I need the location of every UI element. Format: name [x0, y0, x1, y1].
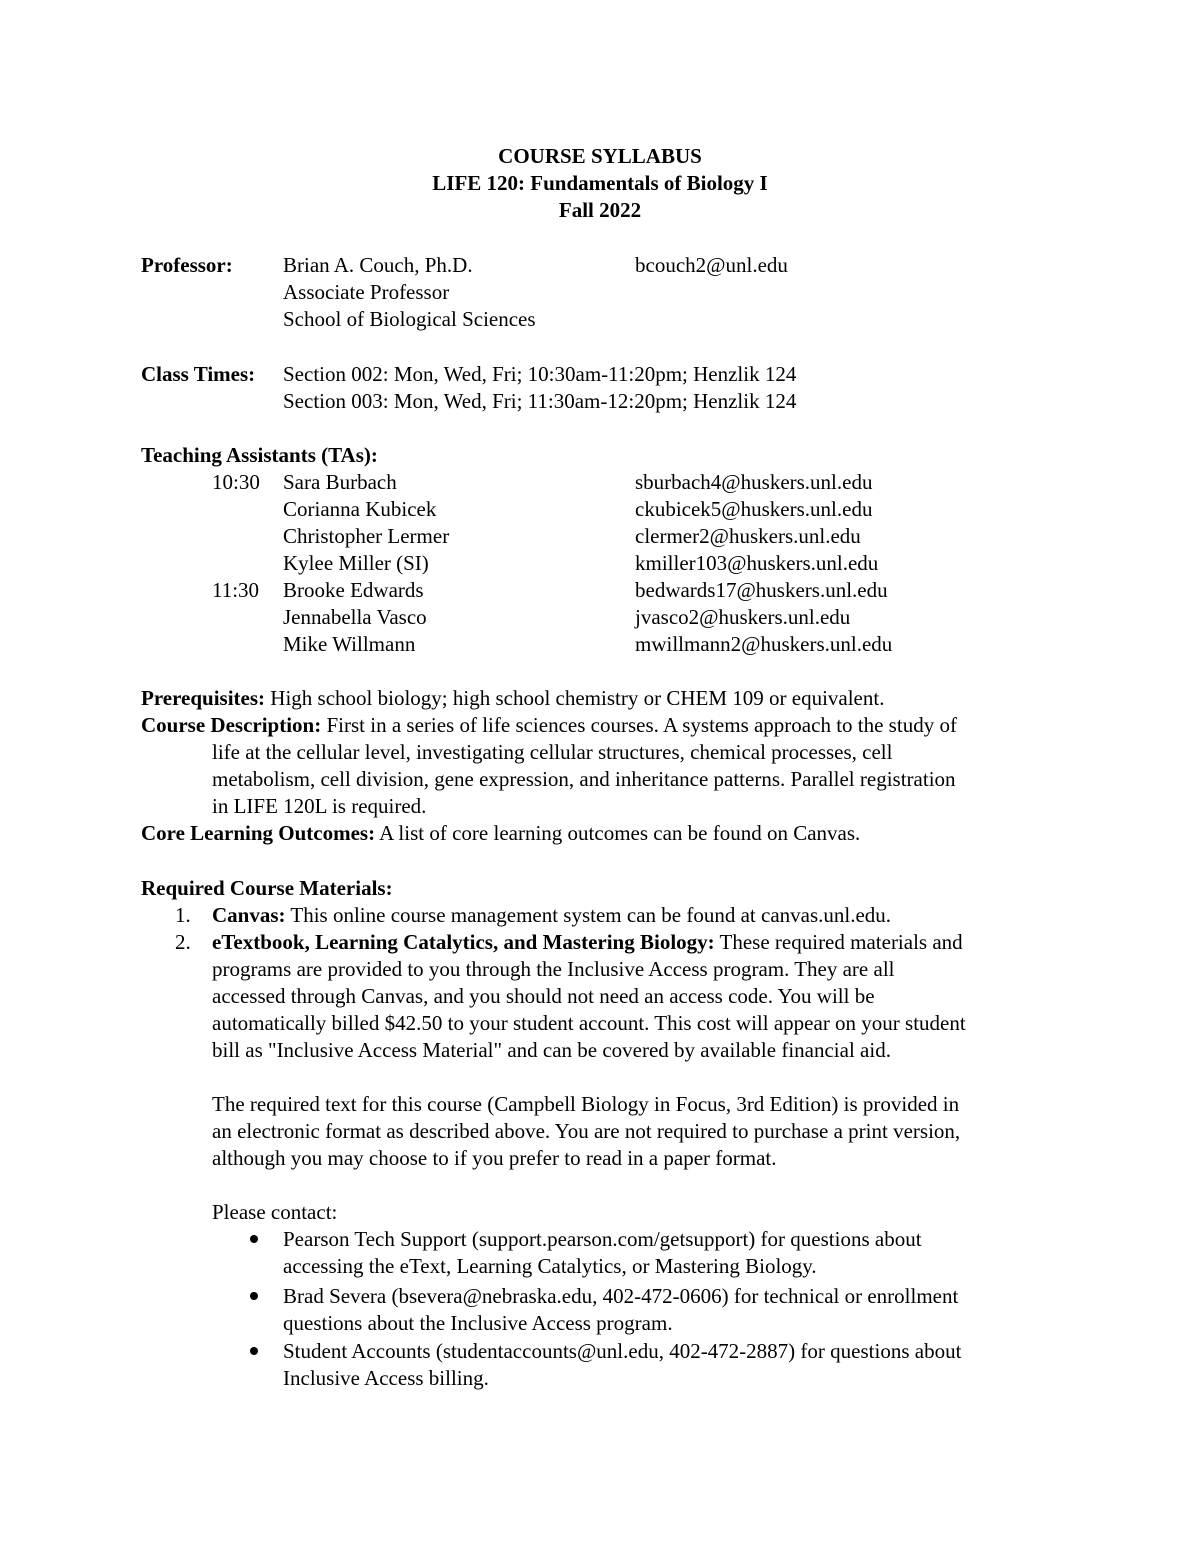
materials-label: Required Course Materials: [141, 876, 393, 900]
contact-item-line: Student Accounts (studentaccounts@unl.edu, 402-472-2887) for questions about [283, 1339, 962, 1363]
class-section: Section 003: Mon, Wed, Fri; 11:30am-12:20pm; Henzlik 124 [283, 389, 797, 413]
ta-email: kmiller103@huskers.unl.edu [635, 551, 879, 575]
outcomes-label: Core Learning Outcomes: [141, 821, 376, 845]
etextbook-text: These required materials and [714, 930, 963, 954]
bullet-icon [250, 1347, 258, 1355]
bullet-icon [250, 1292, 258, 1300]
course-description-line: life at the cellular level, investigating cellular structures, chemical processes, cell [212, 740, 893, 764]
bullet-icon [250, 1235, 258, 1243]
ta-time: 10:30 [212, 470, 260, 494]
class-times-label: Class Times: [141, 362, 256, 386]
required-text-line: an electronic format as described above. You are not required to purchase a print version, [212, 1119, 961, 1143]
professor-label: Professor: [141, 253, 233, 277]
course-description [141, 712, 957, 739]
ta-email: bedwards17@huskers.unl.edu [635, 578, 888, 602]
required-text-line: The required text for this course (Campbell Biology in Focus, 3rd Edition) is provided in [212, 1092, 960, 1116]
contact-item-line: Brad Severa (bsevera@nebraska.edu, 402-472-0606) for technical or enrollment [283, 1284, 959, 1308]
prerequisites [141, 685, 884, 712]
course-description-label: Course Description: [141, 713, 322, 737]
outcomes-text: A list of core learning outcomes can be found on Canvas. [375, 821, 861, 845]
canvas-label: Canvas: [212, 903, 286, 927]
contact-item-line: Inclusive Access billing. [283, 1366, 489, 1390]
etextbook-label: eTextbook, Learning Catalytics, and Mastering Biology: [212, 930, 715, 954]
ta-name: Sara Burbach [283, 470, 397, 494]
professor-title: Associate Professor [283, 280, 450, 304]
ta-name: Corianna Kubicek [283, 497, 437, 521]
etextbook-line: programs are provided to you through the Inclusive Access program. They are all [212, 957, 895, 981]
required-text-line: although you may choose to if you prefer to read in a paper format. [212, 1146, 777, 1170]
ta-email: mwillmann2@huskers.unl.edu [635, 632, 893, 656]
ta-name: Christopher Lermer [283, 524, 450, 548]
syllabus-title: COURSE SYLLABUS [498, 144, 702, 168]
list-number: 2. [175, 930, 191, 954]
ta-email: clermer2@huskers.unl.edu [635, 524, 861, 548]
etextbook-line: bill as "Inclusive Access Material" and can be covered by available financial aid. [212, 1038, 891, 1062]
materials-item-canvas [212, 902, 891, 929]
course-description-text: First in a series of life sciences courses. A systems approach to the study of [321, 713, 957, 737]
contact-item-line: accessing the eText, Learning Catalytics, or Mastering Biology. [283, 1254, 817, 1278]
professor-name: Brian A. Couch, Ph.D. [283, 253, 473, 277]
ta-time: 11:30 [212, 578, 260, 602]
prerequisites-text: High school biology; high school chemistry or CHEM 109 or equivalent. [265, 686, 885, 710]
ta-name: Jennabella Vasco [283, 605, 427, 629]
contact-label: Please contact: [212, 1200, 338, 1224]
course-term: Fall 2022 [558, 198, 642, 222]
tas-label: Teaching Assistants (TAs): [141, 443, 378, 467]
contact-item-line: questions about the Inclusive Access program. [283, 1311, 673, 1335]
ta-name: Mike Willmann [283, 632, 416, 656]
etextbook-line: accessed through Canvas, and you should not need an access code. You will be [212, 984, 875, 1008]
ta-name: Brooke Edwards [283, 578, 424, 602]
ta-name: Kylee Miller (SI) [283, 551, 429, 575]
ta-email: sburbach4@huskers.unl.edu [635, 470, 873, 494]
course-description-line: metabolism, cell division, gene expression, and inheritance patterns. Parallel registration [212, 767, 956, 791]
materials-item-etextbook [212, 929, 963, 956]
etextbook-line: automatically billed $42.50 to your student account. This cost will appear on your student [212, 1011, 966, 1035]
ta-email: jvasco2@huskers.unl.edu [635, 605, 851, 629]
contact-item-line: Pearson Tech Support (support.pearson.com/getsupport) for questions about [283, 1227, 922, 1251]
professor-email: bcouch2@unl.edu [635, 253, 788, 277]
professor-department: School of Biological Sciences [283, 307, 536, 331]
list-number: 1. [175, 903, 191, 927]
canvas-text: This online course management system can be found at canvas.unl.edu. [285, 903, 892, 927]
class-section: Section 002: Mon, Wed, Fri; 10:30am-11:20pm; Henzlik 124 [283, 362, 797, 386]
ta-email: ckubicek5@huskers.unl.edu [635, 497, 873, 521]
course-name: LIFE 120: Fundamentals of Biology I [432, 171, 768, 195]
core-learning-outcomes [141, 820, 860, 847]
prerequisites-label: Prerequisites: [141, 686, 266, 710]
course-description-line: in LIFE 120L is required. [212, 794, 427, 818]
